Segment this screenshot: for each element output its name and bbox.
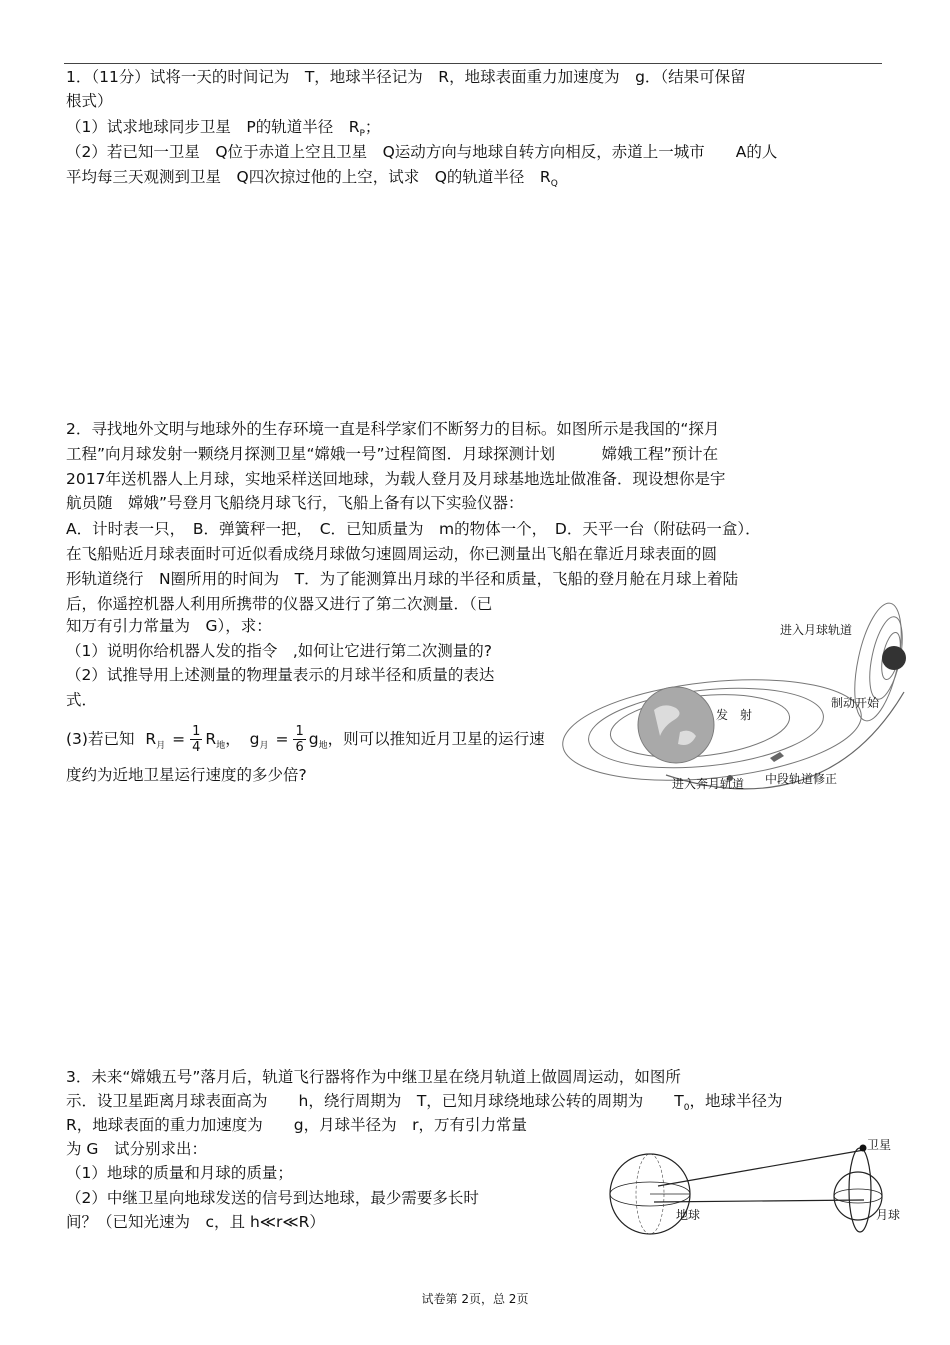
earth-globe [638,687,714,763]
label-satellite: 卫星 [867,1138,892,1152]
q2-line-1: 2．寻找地外文明与地球外的生存环境一直是科学家们不断努力的目标。如图所示是我国的“探月 [66,420,720,438]
q1-part-1: （1）试求地球同步卫星 P的轨道半径 $R_P$； [66,118,381,140]
label-earth: 地球 [676,1208,701,1222]
q2-line-3: 2017年送机器人上月球，实地采样送回地球，为载人登月及月球基地选址做准备．现设想你是宇 [66,470,726,488]
label-enter-transfer-orbit: 进入奔月轨道 [672,777,745,791]
q3-line-2: 示．设卫星距离月球表面高为 h，绕行周期为 T，已知月球绕地球公转的周期为 $T_0$，地球半径为 [66,1092,783,1114]
q3-line-3: R，地球表面的重力加速度为 g，月球半径为 r，万有引力常量 [66,1116,527,1134]
q1-line-2: 根式） [66,92,113,110]
q2-line-12: 式． [66,691,98,709]
relay-satellite-figure [608,1138,908,1243]
q2-line-8: 后，你遥控机器人利用所携带的仪器又进行了第二次测量．（已 [66,595,493,613]
q1-line-5: 平均每三天观测到卫星 Q四次掠过他的上空，试求 Q的轨道半径 $R_Q$ [66,168,558,190]
page-footer: 试卷第 2页，总 2页 [421,1292,529,1306]
label-midcourse-correction: 中段轨道修正 [765,772,838,786]
q2-line-6: 在飞船贴近月球表面时可近似看成绕月球做匀速圆周运动，你已测量出飞船在靠近月球表面的圆 [66,545,718,563]
q2-line-2: 工程”向月球发射一颗绕月探测卫星“嫦娥一号”过程简图．月球探测计划 嫦娥工程”预计在 [66,445,719,463]
header-rule [64,63,882,64]
q3-line-7: 间？（已知光速为 c，且 h≪r≪R） [66,1213,325,1231]
q2-line-7: 形轨道绕行 N圈所用的时间为 T．为了能测算出月球的半径和质量，飞船的登月舱在月球上着陆 [66,570,739,588]
moon-globe [882,646,906,670]
q2-line-14: 度约为近地卫星运行速度的多少倍? [66,766,307,784]
label-launch: 发 射 [716,708,753,722]
moon-sphere [834,1172,882,1220]
label-moon: 月球 [876,1208,901,1222]
q3-line-4: 为 G 试分别求出： [66,1140,207,1158]
q2-line-4: 航员随 嫦娥”号登月飞船绕月球飞行，飞船上备有以下实验仪器： [66,494,524,512]
fraction-one-sixth: $\frac{1}{6}$ [295,724,304,755]
q2-part-3-formula: (3)若已知 $R_月$ = $\frac{1}{4}$ $R_地$， $g_月$ = $\frac{1}{6}$ $g_地$，则可以推知近月卫星的运行速 [66,724,545,755]
q2-line-9: 知万有引力常量为 G），求： [66,617,272,635]
label-brake-start: 制动开始 [831,696,880,710]
relay-satellite-icon [860,1145,867,1152]
q3-part-2: （2）中继卫星向地球发送的信号到达地球，最少需要多长时 [66,1189,479,1207]
label-enter-lunar-orbit: 进入月球轨道 [780,623,853,637]
q3-part-1: （1）地球的质量和月球的质量； [66,1164,293,1182]
q3-line-1: 3．未来“嫦娥五号”落月后，轨道飞行器将作为中继卫星在绕月轨道上做圆周运动，如图所 [66,1068,681,1086]
q2-part-2: （2）试推导用上述测量的物理量表示的月球半径和质量的表达 [66,666,495,684]
q1-line-1: 1．（11分）试将一天的时间记为 T，地球半径记为 R，地球表面重力加速度为 g．（结果可保留 [66,68,746,86]
q2-options: A．计时表一只， B．弹簧秤一把， C．已知质量为 m的物体一个， D．天平一台（附砝码一盒）． [66,520,761,538]
q1-part-2: （2）若已知一卫星 Q位于赤道上空且卫星 Q运动方向与地球自转方向相反，赤道上一城市 A的人 [66,143,778,161]
q2-part-1: （1）说明你给机器人发的指令 ,如何让它进行第二次测量的? [66,642,493,660]
fraction-one-quarter: $\frac{1}{4}$ [192,724,201,755]
